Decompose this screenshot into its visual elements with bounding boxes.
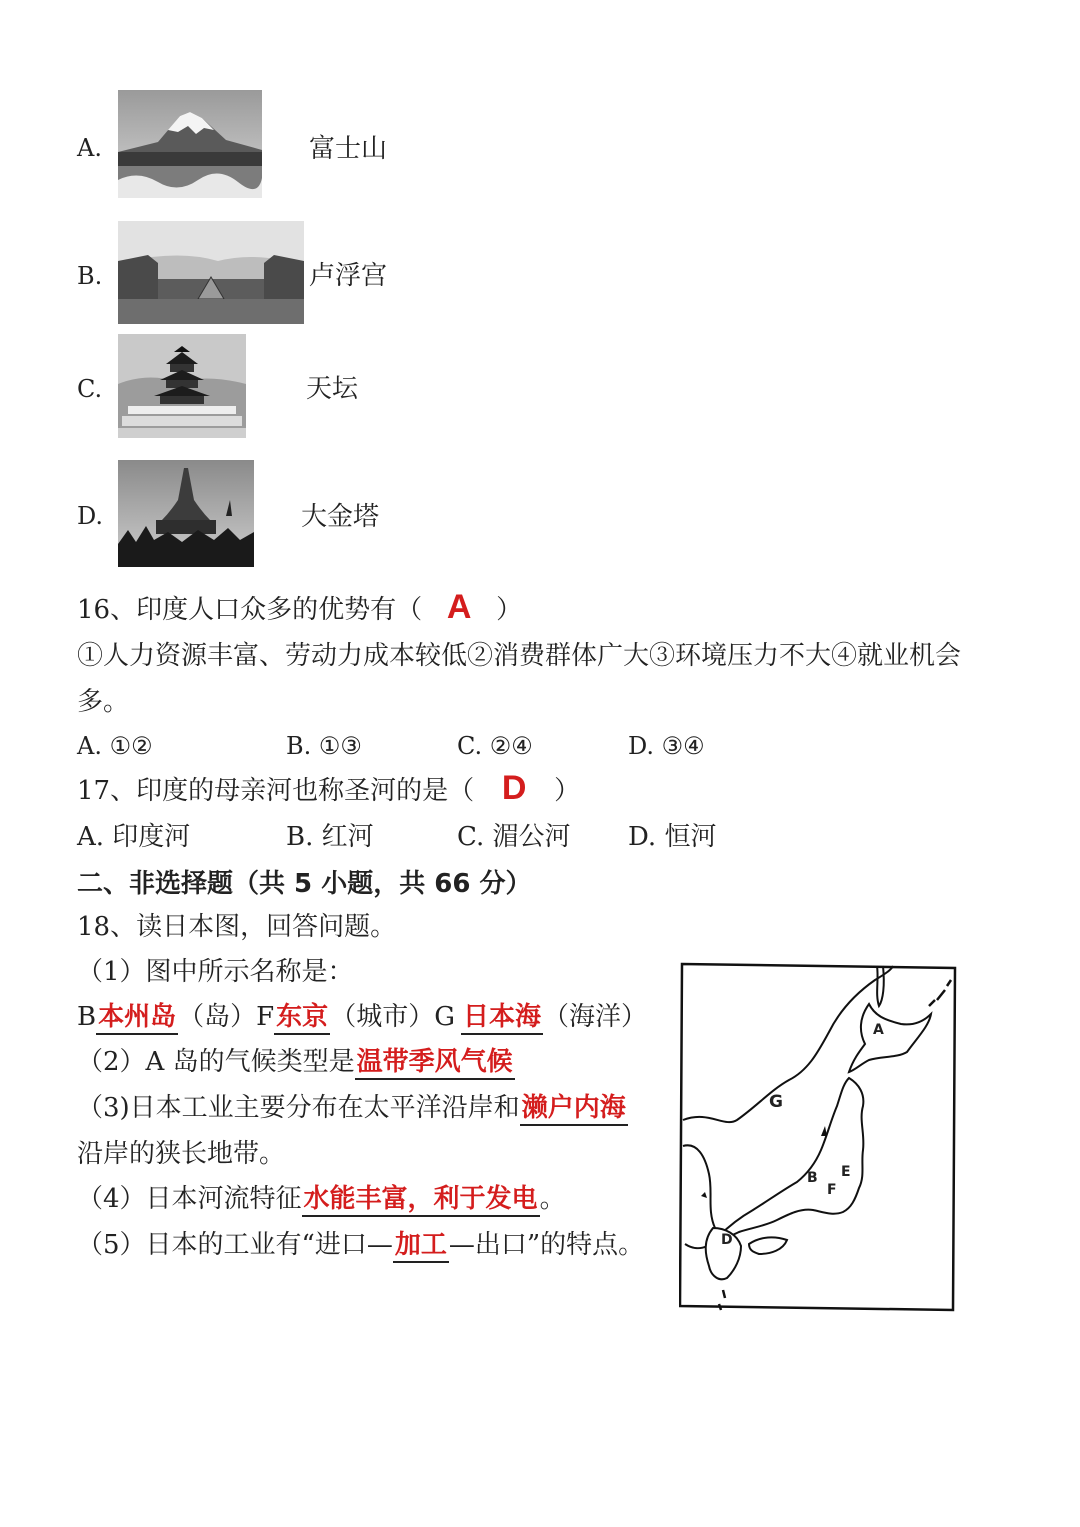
map-label-f: F [827,1182,837,1198]
map-label-g: G [769,1092,783,1112]
q18-stem: 18、读日本图，回答问题。 [77,912,397,942]
q18-b-suffix: （岛）F [178,1002,275,1032]
golden-pagoda-photo [118,460,254,567]
q18-g-answer: 日本海 [461,1002,543,1035]
q17-option-b: B. 红河 [286,822,374,852]
option-b-letter: B. [77,262,103,290]
q18-part4-text: （4）日本河流特征 [77,1184,302,1214]
q16-description-line2: 多。 [77,687,130,717]
q16-option-d: D. ③④ [628,732,705,760]
map-label-d: D [721,1232,733,1248]
option-d-name: 大金塔 [301,502,380,532]
q17-stem [77,769,581,808]
louvre-photo [118,221,304,324]
q18-part4-answer: 水能丰富，利于发电 [302,1184,540,1217]
q16-option-a: A. ①② [77,732,153,760]
q18-part2-text: （2）A 岛的气候类型是 [77,1047,355,1077]
q16-answer: A [446,588,472,626]
mount-fuji-photo [118,90,262,198]
q17-option-a: A. 印度河 [77,822,191,852]
q18-part5-text: （5）日本的工业有“进口— [77,1230,393,1260]
q18-part1-answers [77,1000,647,1034]
option-a-name: 富士山 [309,134,388,164]
temple-of-heaven-photo [118,334,246,438]
map-label-a: A [873,1022,884,1038]
option-a-letter: A. [77,134,102,162]
q18-part5-end: —出口”的特点。 [448,1230,645,1260]
q18-part2 [77,1045,515,1079]
q17-option-d: D. 恒河 [628,822,717,852]
q18-part3-text: （3)日本工业主要分布在太平洋沿岸和 [77,1093,520,1123]
option-c-letter: C. [77,375,103,403]
japan-map [679,960,957,1312]
q17-answer: D [501,769,527,807]
q18-part3-line2: 沿岸的狭长地带。 [77,1139,286,1169]
map-label-b: B [807,1170,818,1186]
q18-b-answer: 本州岛 [96,1002,178,1035]
q17-stem-close: ） [554,776,581,806]
q18-part2-answer: 温带季风气候 [355,1047,515,1080]
q16-description-line1: ①人力资源丰富、劳动力成本较低②消费群体广大③环境压力不大④就业机会 [77,641,962,671]
q18-f-suffix: （城市）G [330,1002,455,1032]
option-c-name: 天坛 [306,374,359,404]
q16-option-c: C. ②④ [457,732,533,760]
q18-b-label: B [77,1002,97,1032]
q16-option-b: B. ①③ [286,732,362,760]
q16-stem [77,588,523,627]
map-label-e: E [841,1164,851,1180]
q18-part3-answer: 濑户内海 [520,1093,628,1126]
q18-part1: （1）图中所示名称是： [77,957,354,987]
section-2-title: 二、非选择题（共 5 小题，共 66 分） [77,869,532,899]
q18-part4-end: 。 [539,1184,566,1214]
q17-stem-text: 17、印度的母亲河也称圣河的是（ [77,776,475,806]
q16-stem-text: 16、印度人口众多的优势有（ [77,595,423,625]
q18-part5-answer: 加工 [393,1230,449,1263]
q18-part3 [77,1091,628,1125]
option-d-letter: D. [77,502,104,530]
q18-part5 [77,1228,644,1262]
q18-g-suffix: （海洋） [542,1002,647,1032]
q17-option-c: C. 湄公河 [457,822,571,852]
q18-f-answer: 东京 [274,1002,330,1035]
q18-part4 [77,1182,566,1216]
option-b-name: 卢浮宫 [309,261,388,291]
q16-stem-close: ） [496,595,523,625]
